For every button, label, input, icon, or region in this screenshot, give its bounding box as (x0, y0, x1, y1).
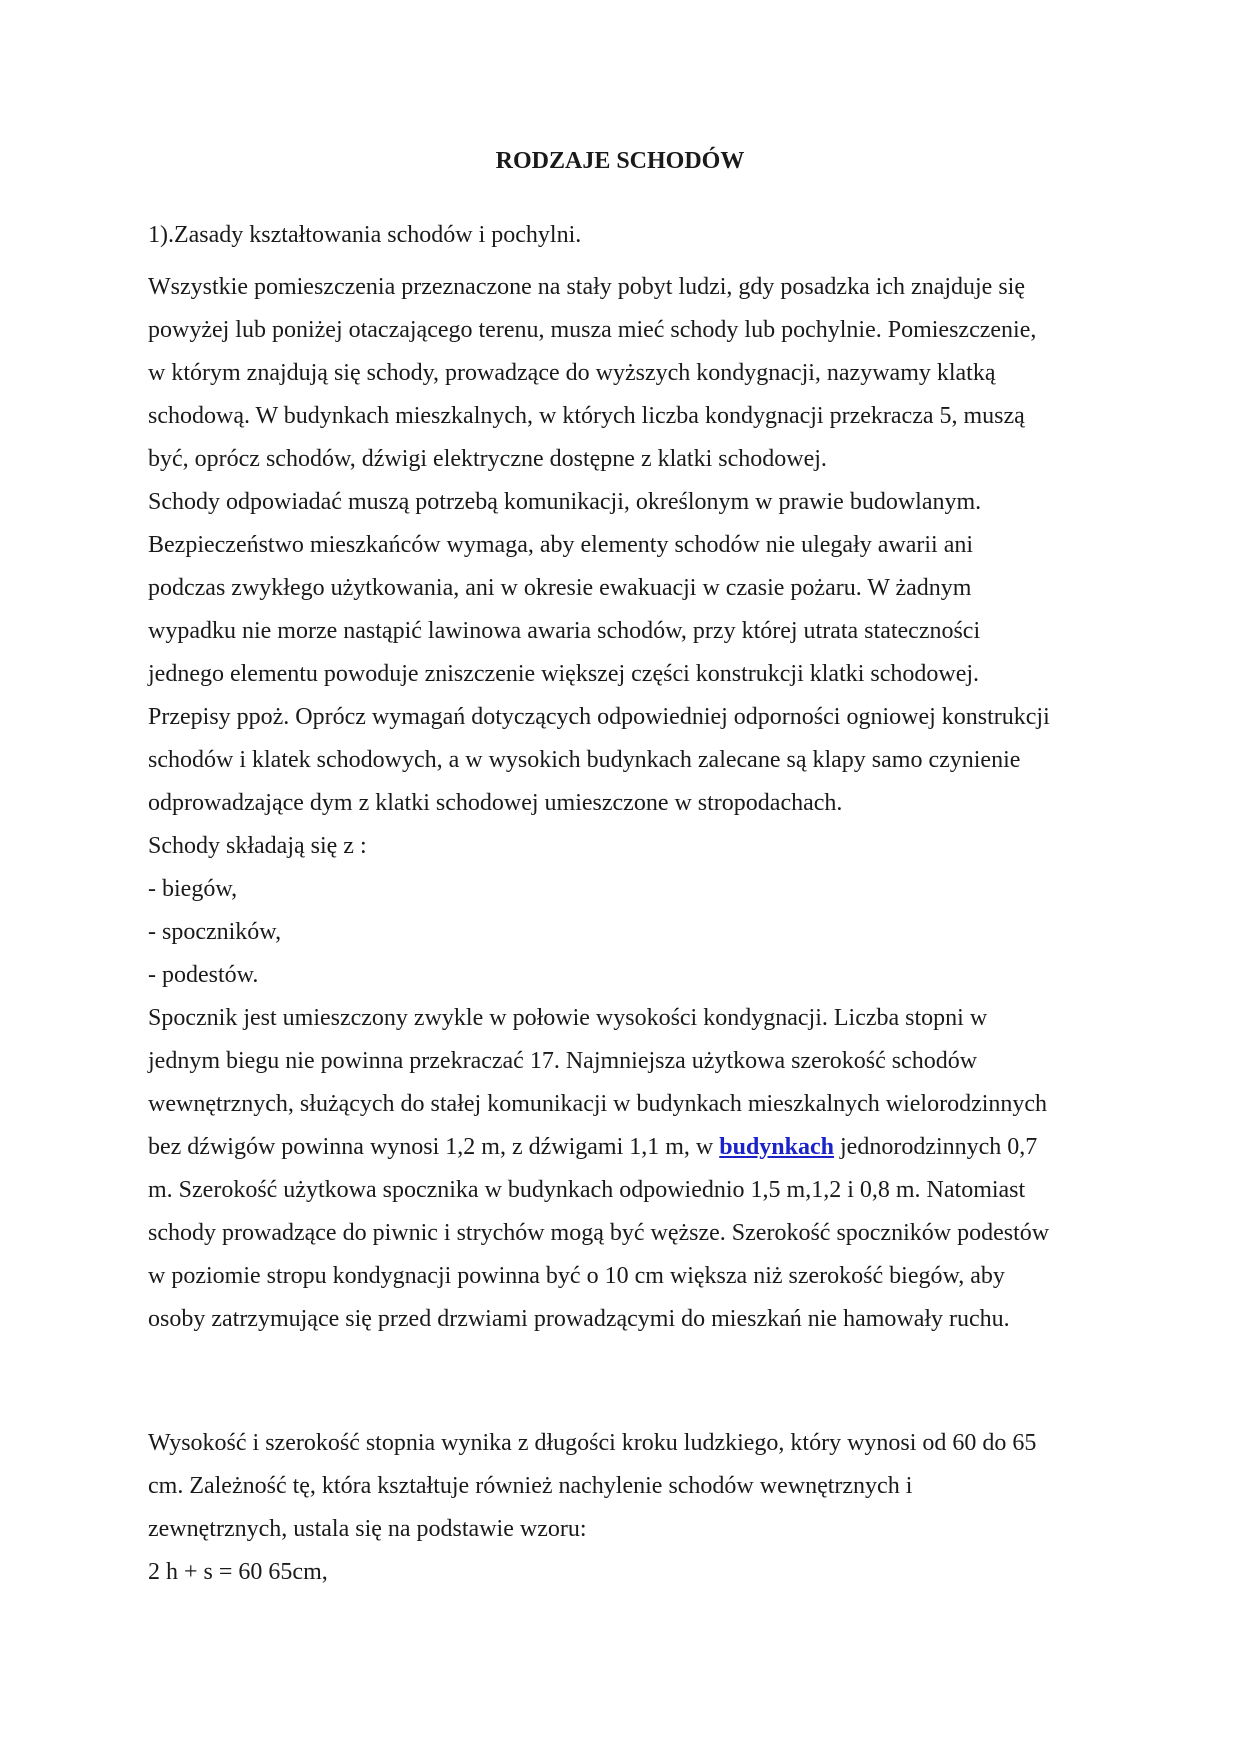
text-line: osoby zatrzymujące się przed drzwiami prowadzącymi do mieszkań nie hamowały ruchu. (148, 1306, 1010, 1332)
text-line: powyżej lub poniżej otaczającego terenu, musza mieć schody lub pochylnie. Pomieszczenie, (148, 317, 1037, 343)
paragraph-block-formula (148, 1422, 1098, 1594)
text-line: zewnętrznych, ustala się na podstawie wzoru: (148, 1516, 587, 1542)
budynkach-link[interactable]: budynkach (719, 1134, 834, 1160)
list-item-biegi: - biegów, (148, 876, 238, 902)
text-line: w którym znajdują się schody, prowadzące do wyższych kondygnacji, nazywamy klatką (148, 360, 996, 386)
text-line: Wysokość i szerokość stopnia wynika z długości kroku ludzkiego, który wynosi od 60 do 65 (148, 1430, 1037, 1456)
text-line: Bezpieczeństwo mieszkańców wymaga, aby elementy schodów nie ulegały awarii ani (148, 532, 974, 558)
text-line: jednym biegu nie powinna przekraczać 17. Najmniejsza użytkowa szerokość schodów (148, 1048, 978, 1074)
text-line: Schody odpowiadać muszą potrzebą komunikacji, określonym w prawie budowlanym. (148, 489, 982, 515)
text-line: podczas zwykłego użytkowania, ani w okresie ewakuacji w czasie pożaru. W żadnym (148, 575, 972, 601)
paragraph-block-main (148, 266, 1098, 1341)
text-line-with-link (148, 1126, 1098, 1169)
text-line: w poziomie stropu kondygnacji powinna być o 10 cm większa niż szerokość biegów, aby (148, 1263, 1005, 1289)
text-line: cm. Zależność tę, która kształtuje również nachylenie schodów wewnętrznych i (148, 1473, 913, 1499)
text-line: Spocznik jest umieszczony zwykle w połowie wysokości kondygnacji. Liczba stopni w (148, 1005, 988, 1031)
text-line: Wszystkie pomieszczenia przeznaczone na stały pobyt ludzi, gdy posadzka ich znajduje się (148, 274, 1025, 300)
document-title: RODZAJE SCHODÓW (495, 148, 745, 174)
list-item-podesty: - podestów. (148, 962, 259, 988)
formula-line: 2 h + s = 60 65cm, (148, 1559, 328, 1585)
link-line-before: bez dźwigów powinna wynosi 1,2 m, z dźwigami 1,1 m, w (148, 1134, 720, 1160)
text-line: jednego elementu powoduje zniszczenie większej części konstrukcji klatki schodowej. (148, 661, 980, 687)
text-line: Schody składają się z : (148, 833, 367, 859)
text-line: m. Szerokość użytkowa spocznika w budynkach odpowiednio 1,5 m,1,2 i 0,8 m. Natomiast (148, 1177, 1026, 1203)
text-line: schodową. W budynkach mieszkalnych, w których liczba kondygnacji przekracza 5, muszą (148, 403, 1025, 429)
text-line: być, oprócz schodów, dźwigi elektryczne dostępne z klatki schodowej. (148, 446, 827, 472)
text-line: odprowadzające dym z klatki schodowej umieszczone w stropodachach. (148, 790, 843, 816)
text-line: schody prowadzące do piwnic i strychów mogą być węższe. Szerokość spoczników podestów (148, 1220, 1050, 1246)
link-line-after: jednorodzinnych 0,7 (834, 1134, 1038, 1160)
list-item-spoczniki: - spoczników, (148, 919, 282, 945)
section-heading: 1).Zasady kształtowania schodów i pochylni. (148, 222, 582, 248)
text-line: Przepisy ppoż. Oprócz wymagań dotyczących odpowiedniej odporności ogniowej konstrukcji (148, 704, 1050, 730)
text-line: schodów i klatek schodowych, a w wysokich budynkach zalecane są klapy samo czynienie (148, 747, 1021, 773)
text-line: wypadku nie morze nastąpić lawinowa awaria schodów, przy której utrata stateczności (148, 618, 981, 644)
text-line: wewnętrznych, służących do stałej komunikacji w budynkach mieszkalnych wielorodzinnych (148, 1091, 1048, 1117)
